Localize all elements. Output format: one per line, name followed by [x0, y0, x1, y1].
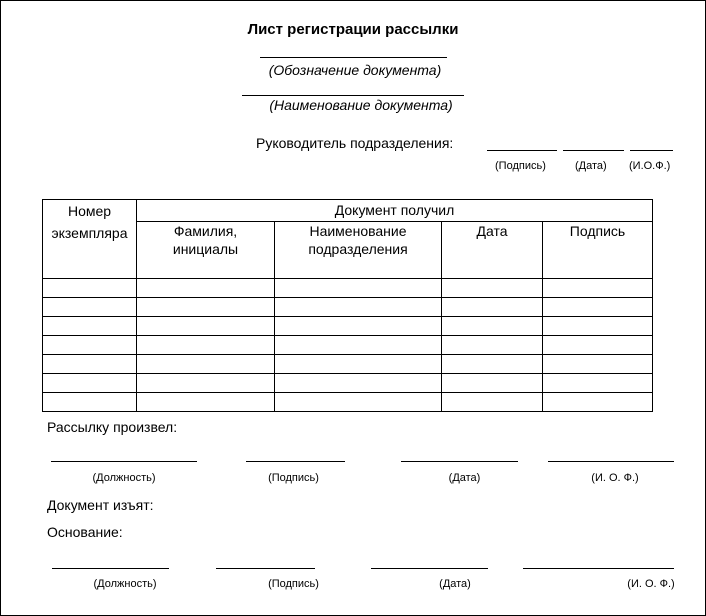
table-cell[interactable] [43, 279, 137, 298]
table-cell[interactable] [43, 374, 137, 393]
table-cell[interactable] [137, 279, 275, 298]
sent-by-label: Рассылку произвел: [47, 419, 178, 435]
basis-name-line [523, 568, 674, 569]
doc-designation-caption: (Обозначение документа) [268, 62, 442, 78]
table-cell[interactable] [543, 279, 653, 298]
basis-sig-caption: (Подпись) [268, 578, 319, 590]
sent-name-caption: (И. О. Ф.) [591, 472, 639, 484]
table-cell[interactable] [442, 279, 543, 298]
table-row [43, 393, 653, 412]
doc-name-line [242, 95, 464, 96]
sent-position-caption: (Должность) [92, 472, 156, 484]
table-cell[interactable] [275, 336, 442, 355]
withdrawn-label: Документ изъят: [47, 497, 154, 513]
page-title: Лист регистрации рассылки [247, 21, 459, 38]
table-cell[interactable] [137, 298, 275, 317]
basis-sig-line [216, 568, 315, 569]
table-cell[interactable] [543, 355, 653, 374]
header-copy-number [43, 200, 137, 279]
basis-date-caption: (Дата) [439, 578, 471, 590]
table-cell[interactable] [137, 355, 275, 374]
table-cell[interactable] [275, 298, 442, 317]
table-cell[interactable] [442, 355, 543, 374]
table-cell[interactable] [442, 317, 543, 336]
sent-sig-line [246, 461, 345, 462]
sent-name-line [548, 461, 674, 462]
header-signature: Подпись [543, 222, 653, 279]
table-cell[interactable] [275, 279, 442, 298]
table-cell[interactable] [543, 393, 653, 412]
table-cell[interactable] [137, 317, 275, 336]
sent-position-line [51, 461, 197, 462]
table-row [43, 298, 653, 317]
table-cell[interactable] [442, 393, 543, 412]
basis-position-caption: (Должность) [93, 578, 157, 590]
table-cell[interactable] [43, 393, 137, 412]
table-cell[interactable] [442, 336, 543, 355]
table-cell[interactable] [137, 374, 275, 393]
table-cell[interactable] [275, 393, 442, 412]
designation-line [260, 57, 447, 58]
table-cell[interactable] [543, 374, 653, 393]
table-cell[interactable] [543, 317, 653, 336]
head-sig-caption: (Подпись) [495, 160, 546, 172]
table-row [43, 355, 653, 374]
basis-date-line [371, 568, 488, 569]
head-sig-line [487, 150, 557, 151]
basis-position-line [52, 568, 169, 569]
head-name-line [630, 150, 673, 151]
header-received: Документ получил [137, 200, 653, 222]
table-row [43, 279, 653, 298]
table-cell[interactable] [43, 355, 137, 374]
doc-name-caption: (Наименование документа) [269, 97, 453, 113]
table-cell[interactable] [137, 393, 275, 412]
table-cell[interactable] [275, 355, 442, 374]
header-dept: Наименование подразделения [275, 222, 442, 279]
table-row [43, 336, 653, 355]
header-fio: Фамилия, инициалы [137, 222, 275, 279]
table-cell[interactable] [43, 336, 137, 355]
table-cell[interactable] [442, 298, 543, 317]
registration-table [42, 199, 653, 412]
table-cell[interactable] [543, 336, 653, 355]
table-cell[interactable] [137, 336, 275, 355]
sent-date-line [401, 461, 518, 462]
basis-label: Основание: [47, 524, 123, 540]
head-label: Руководитель подразделения: [256, 135, 454, 151]
table-cell[interactable] [43, 298, 137, 317]
sent-sig-caption: (Подпись) [268, 472, 319, 484]
table-cell[interactable] [275, 374, 442, 393]
table-cell[interactable] [442, 374, 543, 393]
table-cell[interactable] [275, 317, 442, 336]
head-date-caption: (Дата) [575, 160, 607, 172]
head-name-caption: (И.О.Ф.) [629, 160, 671, 172]
sent-date-caption: (Дата) [448, 472, 481, 484]
header-copy-number-line1: Номер [67, 203, 112, 219]
head-date-line [563, 150, 624, 151]
table-cell[interactable] [43, 317, 137, 336]
basis-name-caption: (И. О. Ф.) [627, 578, 675, 590]
table-cell[interactable] [543, 298, 653, 317]
table-row [43, 374, 653, 393]
header-copy-number-line2: экземпляра [51, 225, 128, 241]
header-date: Дата [442, 222, 543, 279]
table-row [43, 317, 653, 336]
